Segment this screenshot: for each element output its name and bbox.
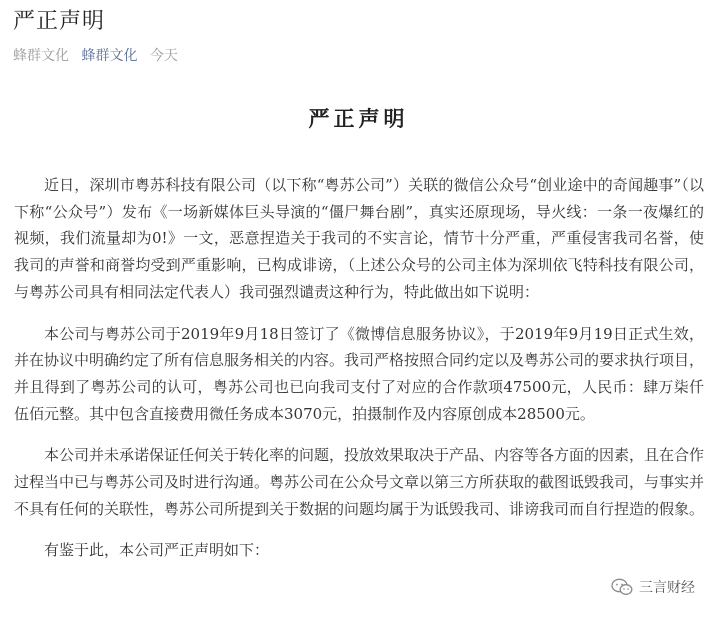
paragraph-3: 本公司并未承诺保证任何关于转化率的问题，投放效果取决于产品、内容等各方面的因素，且在合作过程当中已与粤苏公司及时进行沟通。粤苏公司在公众号文章以第三方所获取的截图诋毁我司，与事实并不具有任何的关联性，粤苏公司所提到关于数据的问题均属于为诋毁我司、诽谤我司而自行捏造的假象。 <box>14 446 705 518</box>
wechat-icon <box>611 578 633 596</box>
meta-date: 今天 <box>149 48 178 64</box>
meta-account-link[interactable]: 蜂群文化 <box>81 48 138 64</box>
article-title: 严正声明 <box>13 9 106 34</box>
statement-body <box>14 172 704 579</box>
meta-org: 蜂群文化 <box>13 48 69 64</box>
paragraph-4: 有鉴于此，本公司严正声明如下： <box>44 541 270 560</box>
statement-heading: 严正声明 <box>308 106 409 131</box>
watermark <box>611 577 695 597</box>
paragraph-2: 本公司与粤苏公司于2019年9月18日签订了《微博信息服务协议》，于2019年9月19日正式生效，并在协议中明确约定了所有信息服务相关的内容。我司严格按照合同约定以及粤苏公司的要求执行项目，并且得到了粤苏公司的认可，粤苏公司也已向我司支付了对应的合作款项47500元，人民币：肆万柒仟伍佰元整。其中包含直接费用微任务成本3070元，拍摄制作及内容原创成本28500元。 <box>14 324 705 423</box>
paragraph-1: 近日，深圳市粤苏科技有限公司（以下称“粤苏公司”）关联的微信公众号“创业途中的奇闻趣事”（以下称“公众号”）发布《一场新媒体巨头导演的“僵尸舞台剧”，真实还原现场，导火线：一条一夜爆红的视频，我们流量却为0!》一文，恶意捏造关于我司的不实言论，情节十分严重，严重侵害我司名誉，使我司的声誉和商誉均受到严重影响，已构成诽谤，（上述公众号的公司主体为深圳依飞特科技有限公司，与粤苏公司具有相同法定代表人）我司强烈谴责这种行为，特此做出如下说明： <box>14 176 704 301</box>
watermark-text: 三言财经 <box>639 580 695 596</box>
article-meta <box>13 45 186 65</box>
